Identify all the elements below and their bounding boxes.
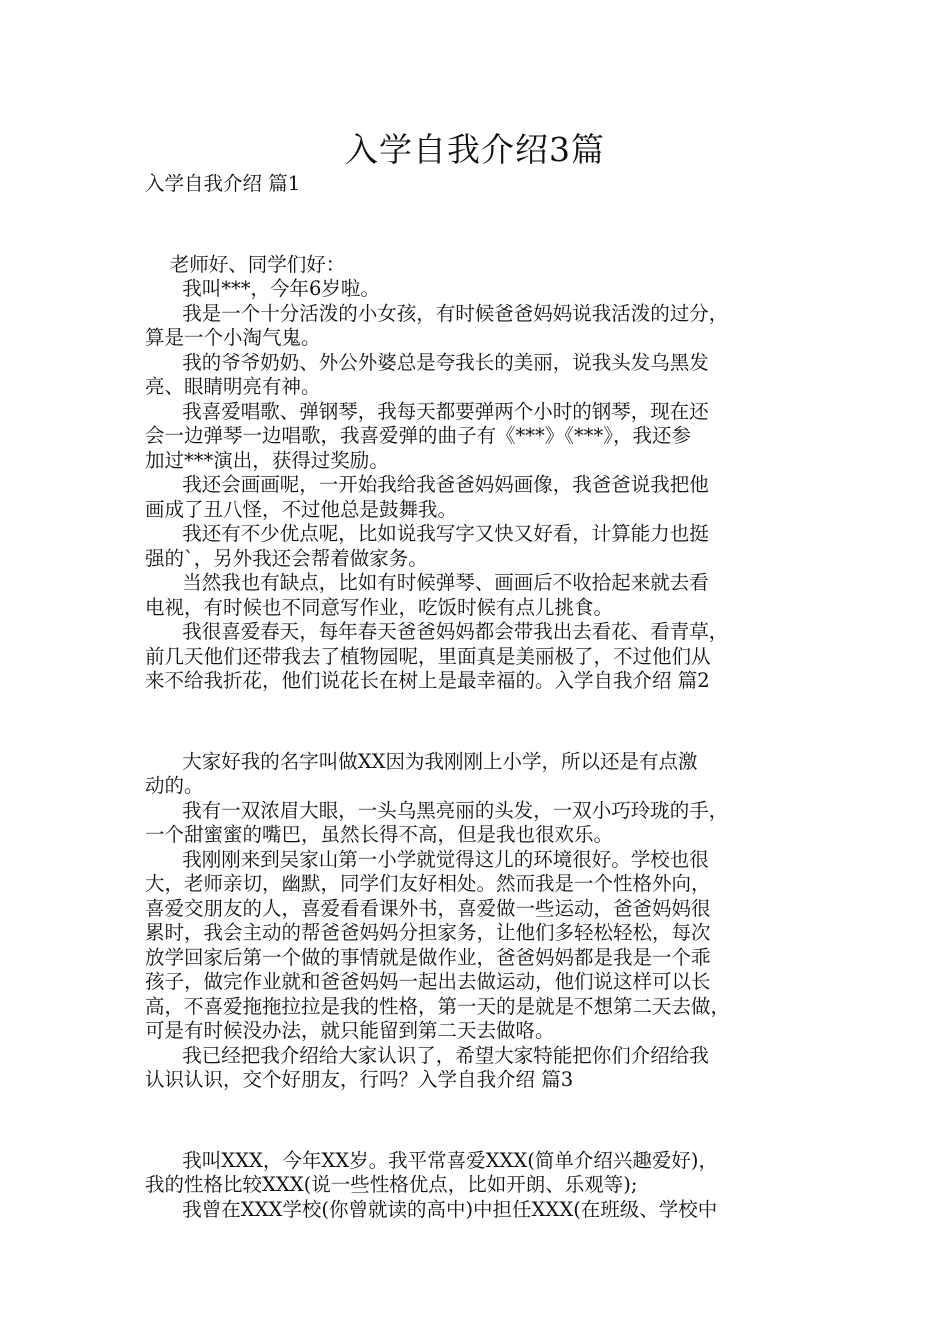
text-line: 我是一个十分活泼的小女孩，有时候爸爸妈妈说我活泼的过分， <box>145 301 729 325</box>
section-gap <box>145 694 813 750</box>
text-line: 我曾在XXX学校(你曾就读的高中)中担任XXX(在班级、学校中 <box>145 1197 718 1221</box>
text-line: 我叫XXX，今年XX岁。我平常喜爱XXX(简单介绍兴趣爱好)， <box>145 1148 718 1172</box>
text-line: 强的`，另外我还会帮着做家务。 <box>145 546 428 570</box>
text-line: 大家好我的名字叫做XX因为我刚刚上小学，所以还是有点激 <box>145 749 698 773</box>
text-line: 动的。 <box>145 774 204 797</box>
text-line: 孩子，做完作业就和爸爸妈妈一起出去做运动，他们说这样可以长 <box>145 970 711 993</box>
section-heading: 入学自我介绍 篇1 <box>145 172 301 195</box>
text-line: 画成了丑八怪，不过他总是鼓舞我。 <box>145 497 458 521</box>
section-1-text <box>145 253 813 694</box>
text-line: 当然我也有缺点，比如有时候弹琴、画画后不收拾起来就去看 <box>145 571 709 594</box>
text-line: 大，老师亲切，幽默，同学们友好相处。然而我是一个性格外向， <box>145 872 711 895</box>
text-line: 一个甜蜜蜜的嘴巴，虽然长得不高，但是我也很欢乐。 <box>145 823 614 846</box>
section-gap <box>145 1093 813 1149</box>
text-line: 认识认识，交个好朋友，行吗？入学自我介绍 篇3 <box>145 1068 574 1091</box>
text-line: 加过***演出，获得过奖励。 <box>145 448 389 472</box>
document-title: 入学自我介绍3篇 <box>345 130 605 169</box>
text-line: 放学回家后第一个做的事情就是做作业，爸爸妈妈都是我是一个乖 <box>145 945 711 969</box>
section-2-text <box>145 750 813 1093</box>
text-line: 累时，我会主动的帮爸爸妈妈分担家务，让他们多轻松轻松，每次 <box>145 921 711 944</box>
text-line: 我叫***，今年6岁啦。 <box>145 277 380 300</box>
text-line: 我刚刚来到吴家山第一小学就觉得这儿的环境很好。学校也很 <box>145 847 709 871</box>
text-line: 会一边弹琴一边唱歌，我喜爱弹的曲子有《***》《***》，我还参 <box>145 424 692 447</box>
text-line: 我还会画画呢，一开始我给我爸爸妈妈画像，我爸爸说我把他 <box>145 473 709 496</box>
text-line: 我有一双浓眉大眼，一头乌黑亮丽的头发，一双小巧玲珑的手， <box>145 798 729 822</box>
text-line: 我的爷爷奶奶、外公外婆总是夸我长的美丽，说我头发乌黑发 <box>145 350 709 374</box>
text-line: 我已经把我介绍给大家认识了，希望大家特能把你们介绍给我 <box>145 1043 709 1067</box>
text-line: 算是一个小淘气鬼。 <box>145 326 321 349</box>
text-line: 我喜爱唱歌、弹钢琴，我每天都要弹两个小时的钢琴，现在还 <box>145 399 709 423</box>
text-line: 来不给我折花，他们说花长在树上是最幸福的。入学自我介绍 篇2 <box>145 669 710 692</box>
text-line: 可是有时候没办法，就只能留到第二天去做咯。 <box>145 1019 555 1042</box>
document-body <box>145 172 813 1222</box>
text-line: 我很喜爱春天，每年春天爸爸妈妈都会带我出去看花、看青草， <box>145 620 729 643</box>
text-line: 亮、眼睛明亮有神。 <box>145 375 321 398</box>
text-line: 高，不喜爱拖拖拉拉是我的性格，第一天的是就是不想第二天去做， <box>145 994 731 1018</box>
text-line: 我的性格比较XXX(说一些性格优点，比如开朗、乐观等); <box>145 1173 638 1196</box>
text-line: 老师好、同学们好： <box>145 252 346 276</box>
text-line: 喜爱交朋友的人，喜爱看看课外书，喜爱做一些运动，爸爸妈妈很 <box>145 896 711 920</box>
text-line: 电视，有时候也不同意写作业，吃饭时候有点儿挑食。 <box>145 595 614 619</box>
section-3-text <box>145 1149 813 1223</box>
text-line: 前几天他们还带我去了植物园呢，里面真是美丽极了，不过他们从 <box>145 644 711 668</box>
text-line: 我还有不少优点呢，比如说我写字又快又好看，计算能力也挺 <box>145 522 709 545</box>
